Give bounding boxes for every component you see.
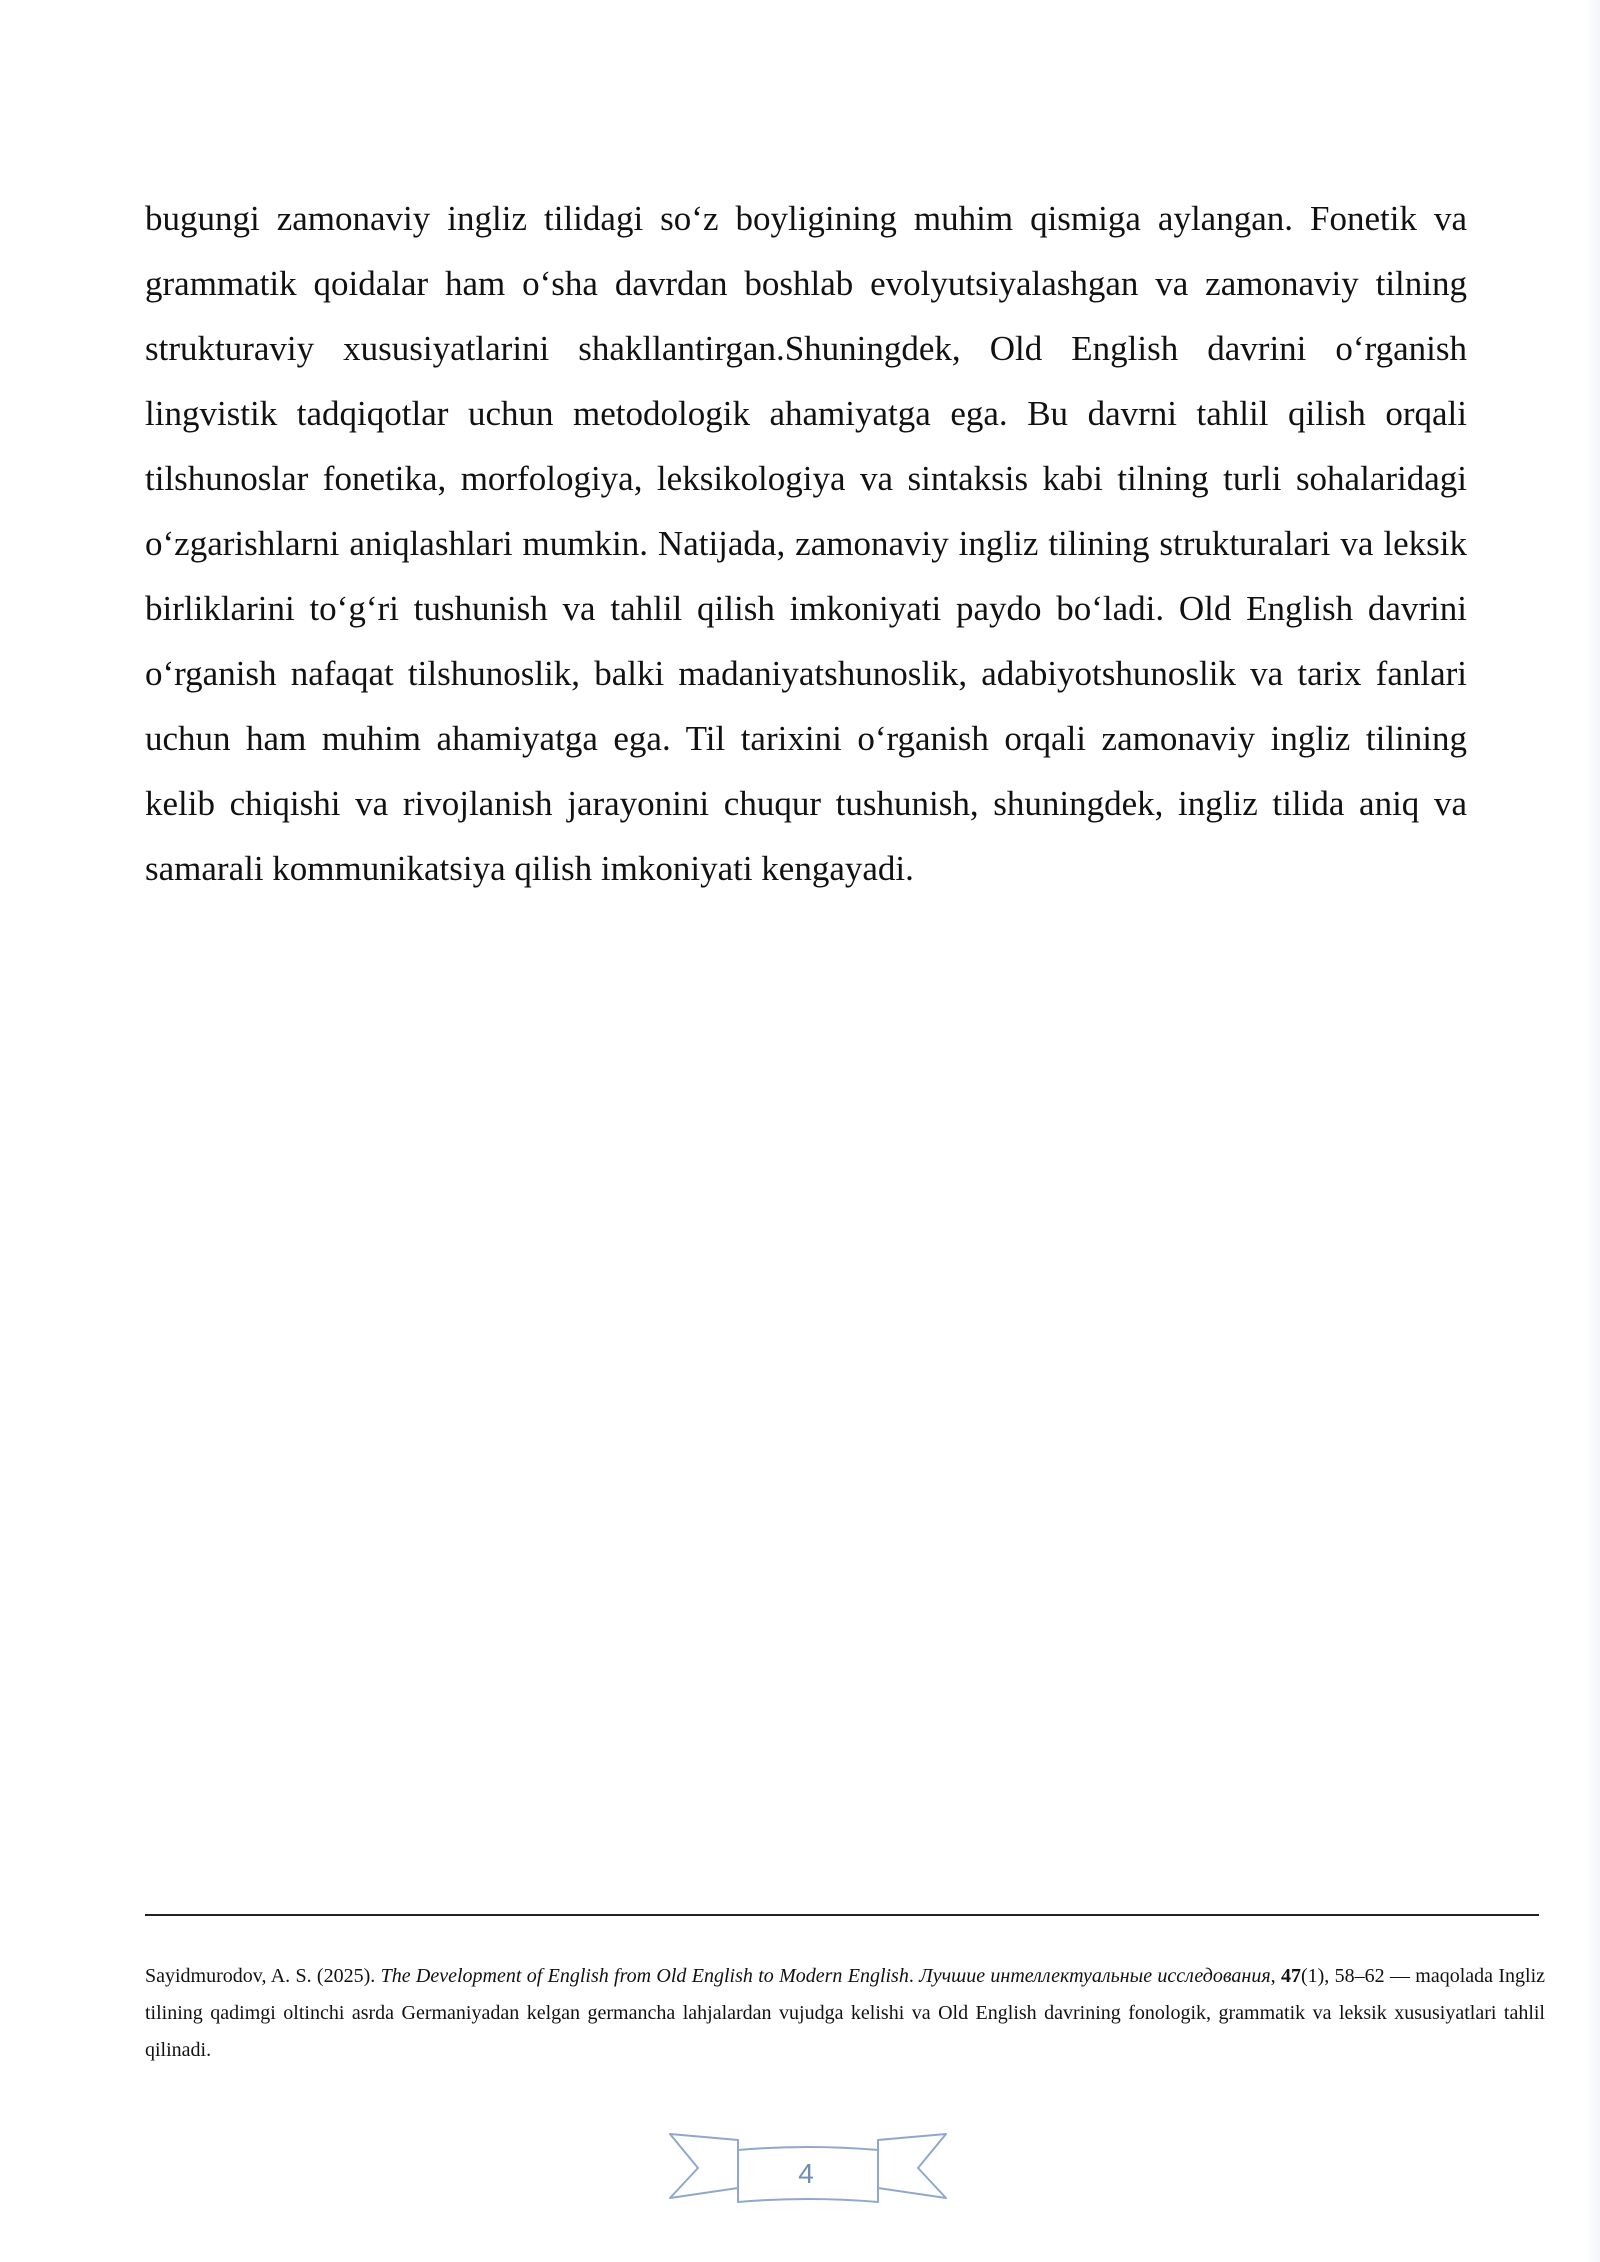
footnote-article-title: The Development of English from Old English to Modern English	[380, 1965, 909, 1987]
footnote-issue-pages: (1), 58–62 —	[1300, 1965, 1416, 1987]
footnote	[145, 1958, 1545, 2069]
footnote-author-year: Sayidmurodov, A. S. (2025).	[145, 1965, 381, 1987]
page-number: 4	[798, 2158, 814, 2189]
footnote-description: maqolada Ingliz tilining qadimgi oltinchi asrda Germaniyadan kelgan germancha lahjalardan vujudga kelishi va Old English davrining fonologik, grammatik va leksik xususiyatlari tahlil qilinadi.	[145, 1965, 1546, 2061]
page-edge-shadow	[1586, 0, 1600, 2262]
footnote-separator	[145, 1914, 1539, 1916]
footnote-journal: Лучшие интеллектуальные исследования	[919, 1965, 1271, 1987]
footnote-volume: 47	[1280, 1965, 1301, 1987]
body-paragraph: bugungi zamonaviy ingliz tilidagi so‘z boyligining muhim qismiga aylangan. Fonetik va grammatik qoidalar ham o‘sha davrdan boshlab evolyutsiyalashgan va zamonaviy tilning strukturaviy xususiyatlarini shakllantirgan.Shuningdek, Old English davrini o‘rganish lingvistik tadqiqotlar uchun metodologik ahamiyatga ega. Bu davrni tahlil qilish orqali tilshunoslar fonetika, morfologiya, leksikologiya va sintaksis kabi tilning turli sohalaridagi o‘zgarishlarni aniqlashlari mumkin. Natijada, zamonaviy ingliz tilining strukturalari va leksik birliklarini to‘g‘ri tushunish va tahlil qilish imkoniyati paydo bo‘ladi. Old English davrini o‘rganish nafaqat tilshunoslik, balki madaniyatshunoslik, adabiyotshunoslik va tarix fanlari uchun ham muhim ahamiyatga ega. Til tarixini o‘rganish orqali zamonaviy ingliz tilining kelib chiqishi va rivojlanish jarayonini chuqur tushunish, shuningdek, ingliz tilida aniq va samarali kommunikatsiya qilish imkoniyati kengayadi.	[145, 199, 1467, 888]
footnote-separator-text: .	[908, 1965, 920, 1987]
footnote-separator-text-2: ,	[1270, 1965, 1281, 1987]
